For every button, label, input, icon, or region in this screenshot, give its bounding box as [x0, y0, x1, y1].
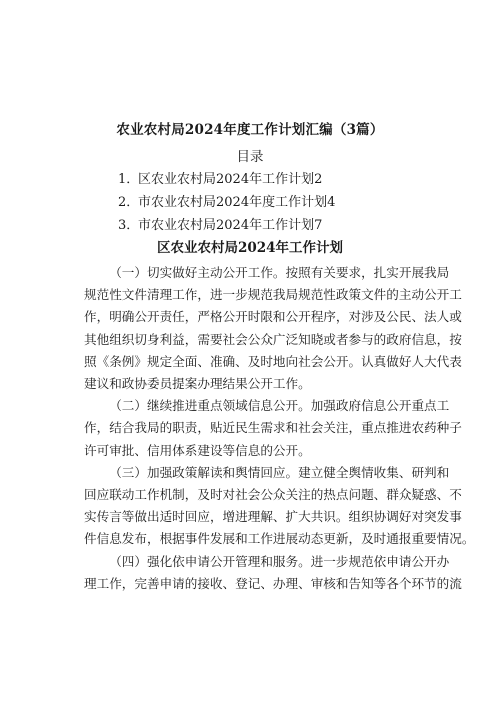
text-line: （二）继续推进重点领域信息公开。加强政府信息公开重点工 [109, 398, 450, 414]
toc-item-text: 市农业农村局2024年度工作计划4 [138, 195, 336, 210]
toc-item[interactable] [118, 214, 322, 233]
text-line: 许可审批、信用体系建设等信息的公开。 [84, 442, 311, 458]
toc-item-text: 市农业农村局2024年工作计划7 [138, 218, 323, 233]
paragraph [84, 551, 462, 595]
text-line: （一）切实做好主动公开工作。按照有关要求，扎实开展我局 [109, 265, 450, 280]
text-line: 作，结合我局的职责，贴近民生需求和社会关注，重点推进农药种子 [84, 420, 462, 436]
paragraph [84, 462, 475, 551]
toc-item[interactable] [118, 168, 322, 187]
text-line: 件信息发布，根据事件发展和工作进展动态更新，及时通报重要情况。 [84, 531, 475, 547]
toc-heading: 目录 [236, 149, 264, 165]
toc-item[interactable] [118, 191, 335, 210]
text-line: 理工作，完善申请的接收、登记、办理、审核和告知等各个环节的流 [84, 575, 462, 591]
text-line: 照《条例》规定全面、准确、及时地向社会公开。认真做好人大代表 [84, 353, 462, 369]
section-title: 区农业农村局2024年工作计划 [156, 240, 344, 256]
text-line: 规范性文件清理工作，进一步规范我局规范性政策文件的主动公开工 [84, 287, 462, 303]
toc-item-text: 区农业农村局2024年工作计划2 [138, 172, 323, 187]
body-text [84, 262, 475, 595]
text-line: 建议和政协委员提案办理结果公开工作。 [84, 376, 311, 392]
text-line: 实传言等做出适时回应，增进理解、扩大共识。组织协调好对突发事 [84, 509, 462, 525]
toc-item-number: 3． [118, 218, 140, 233]
toc-item-number: 1． [118, 172, 140, 187]
text-line: 作，明确公开责任，严格公开时限和公开程序，对涉及公民、法人或 [84, 309, 462, 325]
text-line: （三）加强政策解读和舆情回应。建立健全舆情收集、研判和 [109, 464, 450, 480]
paragraph [84, 395, 462, 462]
toc-item-number: 2． [118, 195, 140, 210]
document-title: 农业农村局2024年度工作计划汇编（3篇） [116, 122, 384, 138]
text-line: 其他组织切身利益，需要社会公众广泛知晓或者参与的政府信息，按 [84, 331, 462, 347]
text-line: （四）强化依申请公开管理和服务。进一步规范依申请公开办 [109, 553, 450, 569]
text-line: 回应联动工作机制，及时对社会公众关注的热点问题、群众疑惑、不 [84, 487, 462, 503]
paragraph [84, 262, 462, 395]
